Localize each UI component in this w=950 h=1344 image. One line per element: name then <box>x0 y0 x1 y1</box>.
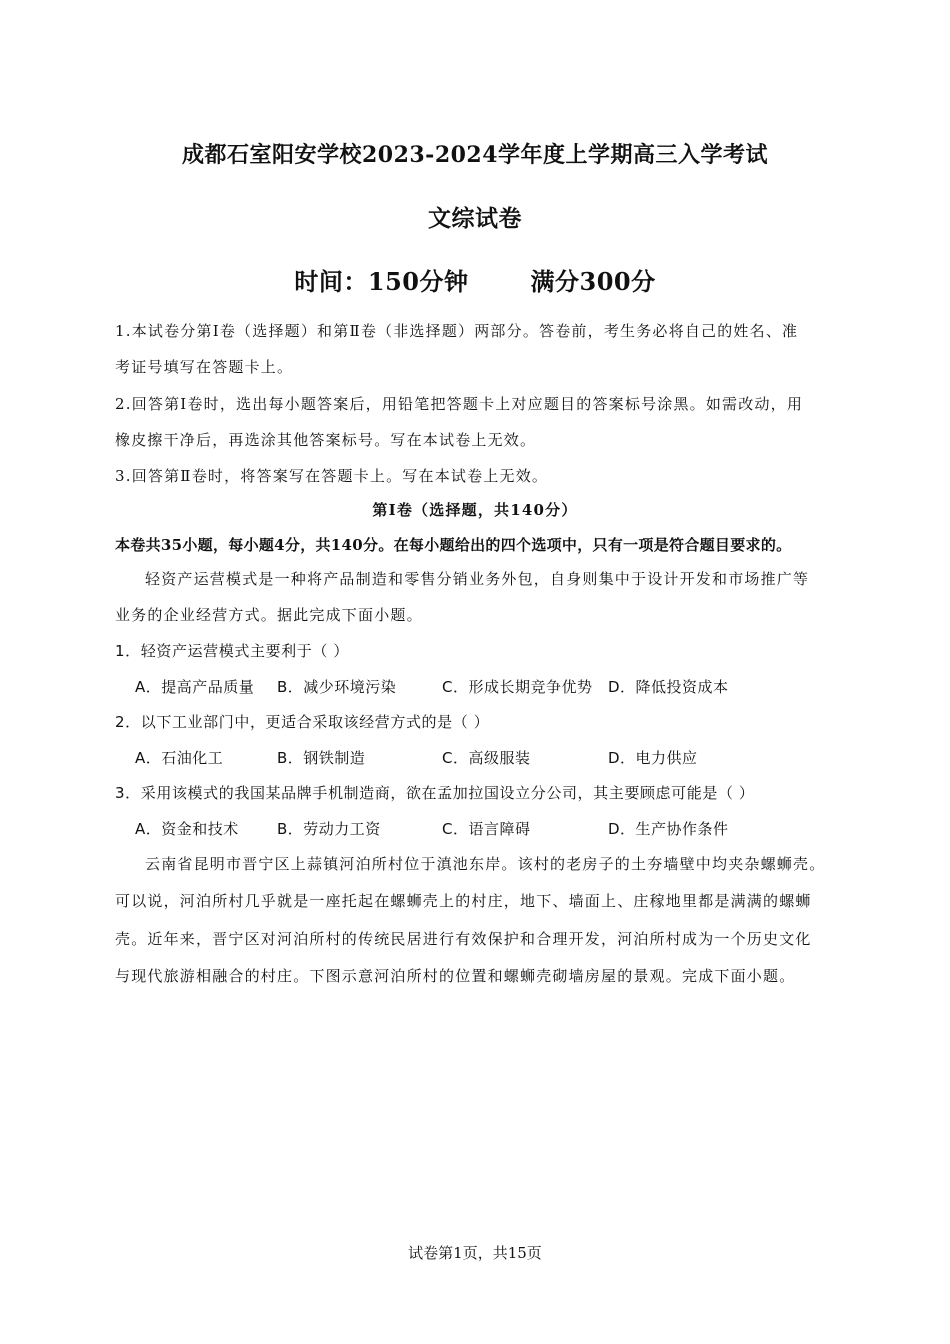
passage-line: 业务的企业经营方式。据此完成下面小题。 <box>115 606 423 624</box>
option-a: A．资金和技术 <box>135 820 239 838</box>
passage-line: 壳。近年来，晋宁区对河泊所村的传统民居进行有效保护和合理开发，河泊所村成为一个历史文化 <box>115 930 812 948</box>
option-b: B．钢铁制造 <box>277 749 366 767</box>
option-c: C．高级服装 <box>442 749 531 767</box>
exam-title: 成都石室阳安学校2023-2024学年度上学期高三入学考试 <box>181 142 769 168</box>
option-b: B．减少环境污染 <box>277 678 397 696</box>
passage-line: 可以说，河泊所村几乎就是一座托起在螺蛳壳上的村庄，地下、墙面上、庄稼地里都是满满的螺蛳 <box>115 892 812 910</box>
question-stem: 2．以下工业部门中，更适合采取该经营方式的是（ ） <box>115 713 490 731</box>
option-a: A．提高产品质量 <box>135 678 255 696</box>
page-footer: 试卷第1页，共15页 <box>408 1244 542 1262</box>
option-d: D．生产协作条件 <box>608 820 729 838</box>
section-note: 本卷共35小题，每小题4分，共140分。在每小题给出的四个选项中，只有一项是符合题目要求的。 <box>115 536 792 554</box>
exam-time: 时间：150分钟 <box>294 267 469 296</box>
option-d: D．电力供应 <box>608 749 698 767</box>
option-a: A．石油化工 <box>135 749 224 767</box>
instruction-line: 3.回答第Ⅱ卷时，将答案写在答题卡上。写在本试卷上无效。 <box>115 467 549 485</box>
exam-subtitle: 文综试卷 <box>428 205 522 232</box>
option-d: D．降低投资成本 <box>608 678 729 696</box>
instruction-line: 橡皮擦干净后，再选涂其他答案标号。写在本试卷上无效。 <box>115 431 537 449</box>
option-c: C．形成长期竞争优势 <box>442 678 593 696</box>
passage-line: 云南省昆明市晋宁区上蒜镇河泊所村位于滇池东岸。该村的老房子的土夯墙壁中均夹杂螺蛳壳。 <box>145 855 826 873</box>
instruction-line: 考证号填写在答题卡上。 <box>115 358 294 376</box>
passage-line: 轻资产运营模式是一种将产品制造和零售分销业务外包，自身则集中于设计开发和市场推广等 <box>145 570 810 588</box>
option-c: C．语言障碍 <box>442 820 531 838</box>
section-heading: 第Ⅰ卷（选择题，共140分） <box>372 501 578 519</box>
passage-line: 与现代旅游相融合的村庄。下图示意河泊所村的位置和螺蛳壳砌墙房屋的景观。完成下面小题。 <box>115 967 796 985</box>
instruction-line: 1.本试卷分第Ⅰ卷（选择题）和第Ⅱ卷（非选择题）两部分。答卷前，考生务必将自己的姓名、准 <box>115 322 799 340</box>
question-stem: 1．轻资产运营模式主要利于（ ） <box>115 642 349 660</box>
option-b: B．劳动力工资 <box>277 820 381 838</box>
question-stem: 3．采用该模式的我国某品牌手机制造商，欲在孟加拉国设立分公司，其主要顾虑可能是（ ） <box>115 784 755 802</box>
instruction-line: 2.回答第Ⅰ卷时，选出每小题答案后，用铅笔把答题卡上对应题目的答案标号涂黑。如需改动，用 <box>115 395 804 413</box>
time-and-score <box>0 262 950 297</box>
exam-full-score: 满分300分 <box>530 267 656 296</box>
